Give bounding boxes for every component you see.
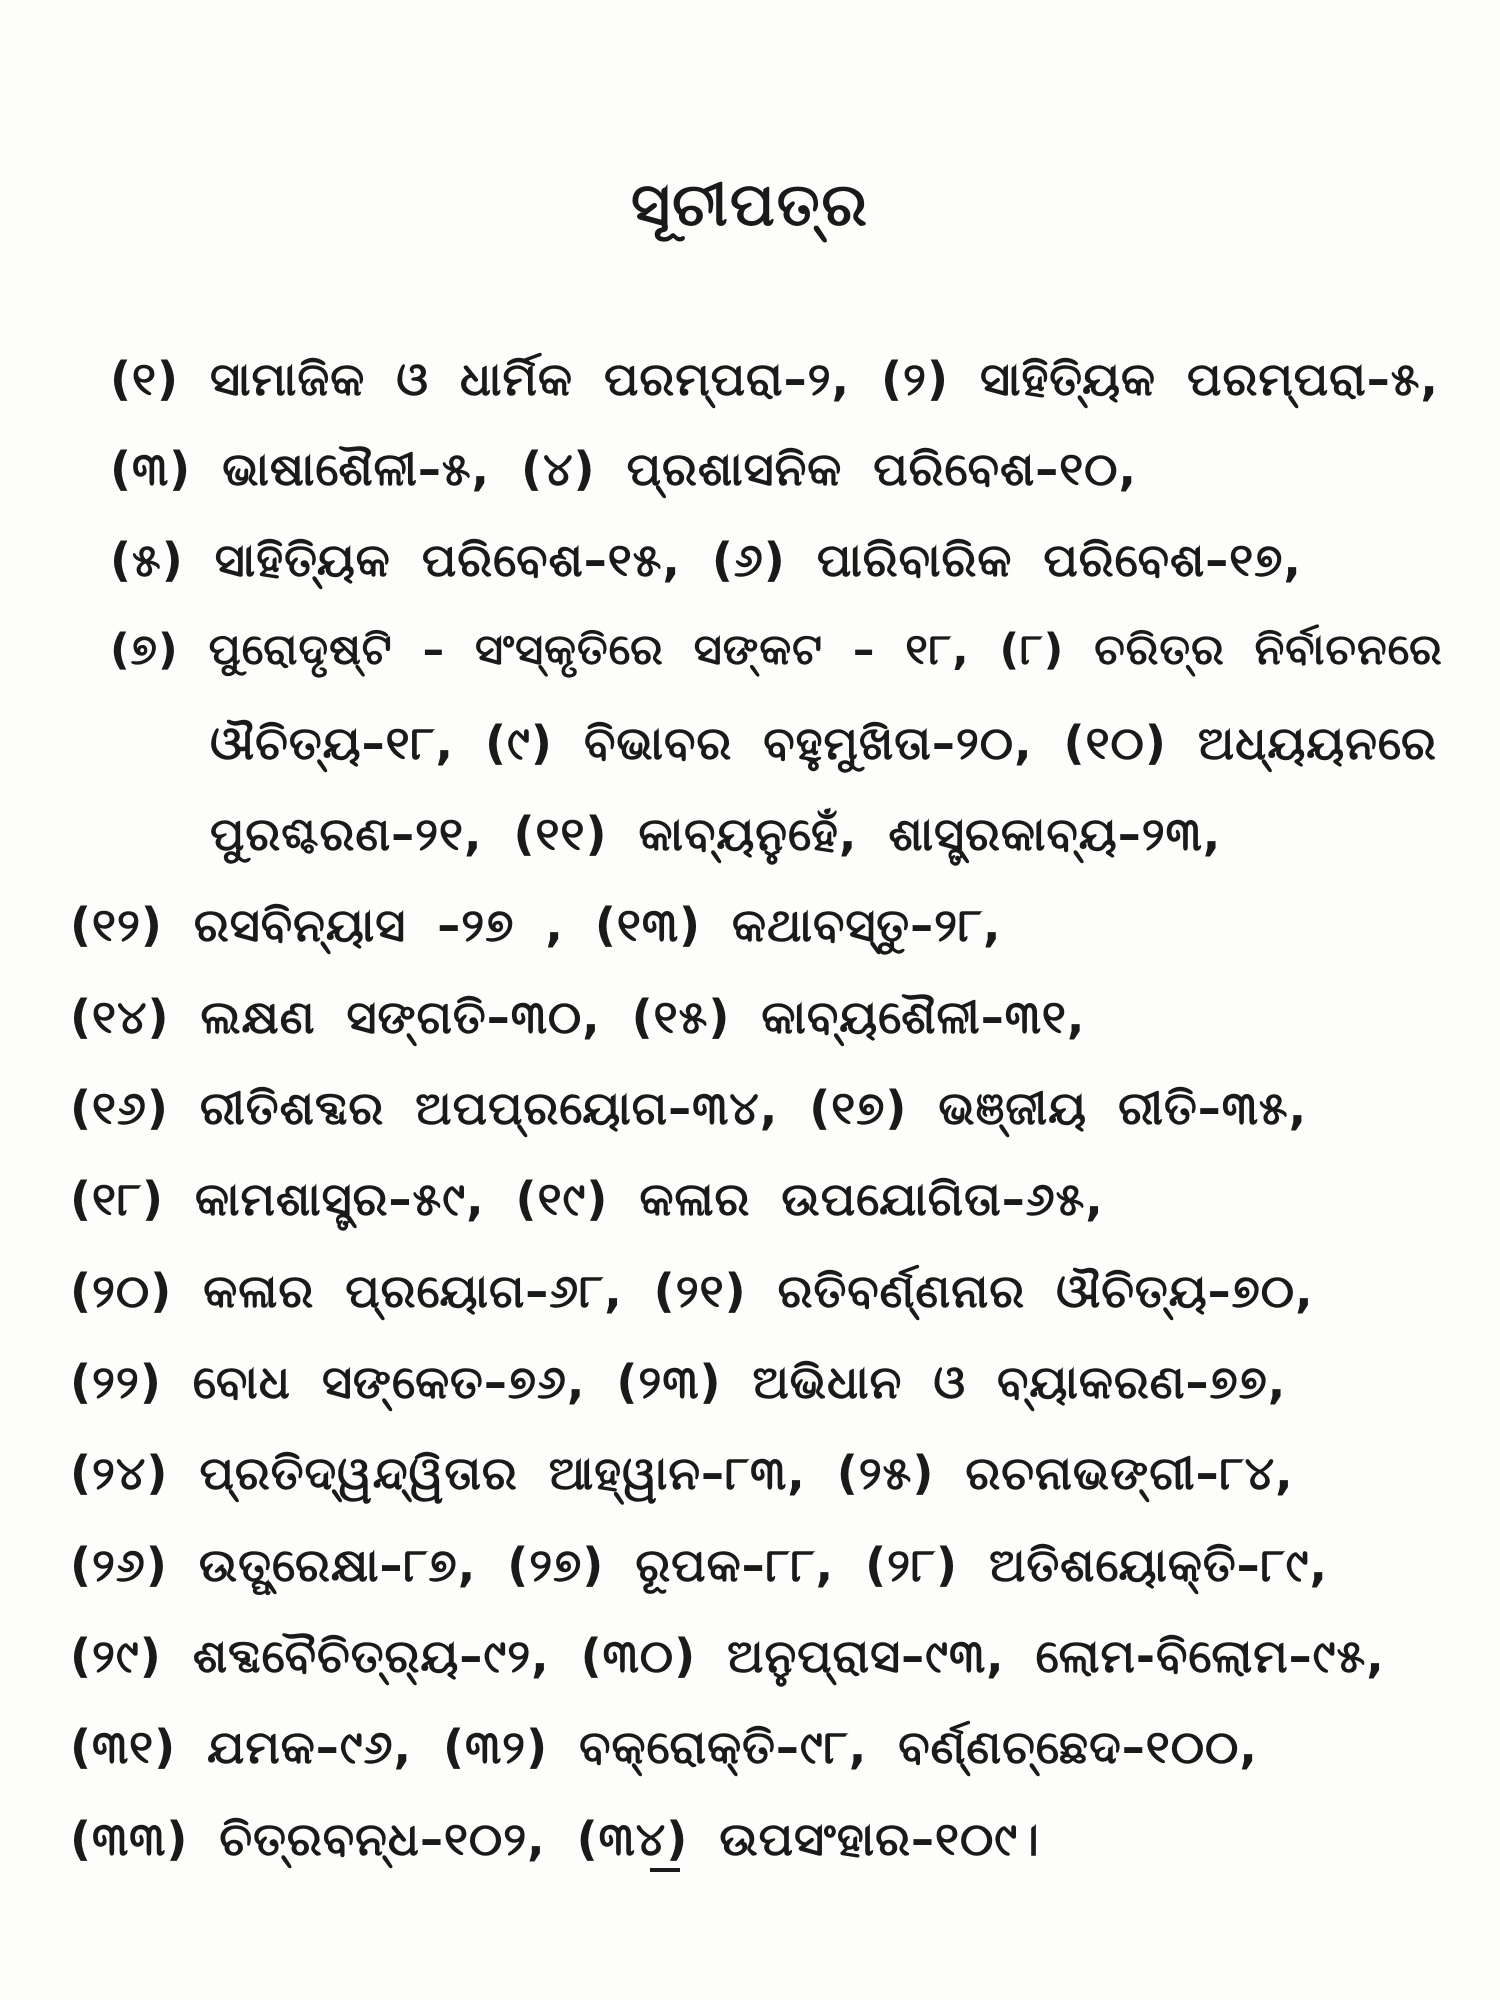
toc-line-11: (୨୦) କଳାର ପ୍ରୟୋଗ–୬୮, (୨୧) ରତିବର୍ଣ୍ଣନାର ଔଚିତ୍ୟ–୭୦, [70,1264,1314,1318]
toc-line-6: ପୁରଶ୍ଚରଣ–୨୧, (୧୧) କାବ୍ୟନୁହେଁ, ଶାସ୍ତ୍ରକାବ୍ୟ–୨୩, [210,807,1222,861]
toc-line-7: (୧୨) ରସବିନ୍ୟାସ –୨୭ , (୧୩) କଥାବସ୍ତୁ–୨୮, [70,898,1002,952]
toc-line-5: ଔଚିତ୍ୟ–୧୮, (୯) ବିଭାବର ବହୁମୁଖିତା–୨୦, (୧୦) ଅଧ୍ୟୟନରେ [210,716,1437,770]
page-end-dash [650,1868,680,1872]
toc-line-1: (୧) ସାମାଜିକ ଓ ଧାର୍ମିକ ପରମ୍ପରା–୨, (୨) ସାହିତ୍ୟିକ ପରମ୍ପରା–୫, [110,352,1439,406]
page-title: ସୂଚୀପତ୍ର [631,170,869,240]
toc-line-4: (୭) ପୁରୋଦୃଷ୍ଟି – ସଂସ୍କୃତିରେ ସଙ୍କଟ – ୧୮, (୮) ଚରିତ୍ର ନିର୍ବାଚନରେ [110,625,1443,675]
toc-line-2: (୩) ଭାଷାଶୈଳୀ–୫, (୪) ପ୍ରଶାସନିକ ପରିବେଶ–୧୦, [110,442,1137,496]
toc-line-10: (୧୮) କାମଶାସ୍ତ୍ର–୫୯, (୧୯) କଳାର ଉପଯୋଗିତା–୬୫, [70,1172,1104,1226]
toc-line-17: (୩୩) ଚିତ୍ରବନ୍ଧ–୧୦୨, (୩୪) ଉପସଂହାର–୧୦୯। [70,1812,1040,1866]
toc-line-12: (୨୨) ବୋଧ ସଙ୍କେତ–୭୬, (୨୩) ଅଭିଧାନ ଓ ବ୍ୟାକରଣ–୭୭, [70,1355,1287,1409]
toc-line-3: (୫) ସାହିତ୍ୟିକ ପରିବେଶ–୧୫, (୬) ପାରିବାରିକ ପରିବେଶ–୧୭, [110,533,1302,587]
toc-line-8: (୧୪) ଲକ୍ଷଣ ସଙ୍ଗତି–୩୦, (୧୫) କାବ୍ୟଶୈଳୀ–୩୧, [70,990,1086,1044]
toc-line-14: (୨୬) ଉତ୍ପ୍ରେକ୍ଷା–୮୭, (୨୭) ରୂପକ–୮୮, (୨୮) ଅତିଶୟୋକ୍ତି–୮୯, [70,1538,1329,1592]
toc-line-13: (୨୪) ପ୍ରତିଦ୍ୱନ୍ଦ୍ୱିତାର ଆହ୍ୱାନ–୮୩, (୨୫) ରଚନାଭଙ୍ଗୀ–୮୪, [70,1446,1294,1500]
toc-line-16: (୩୧) ଯମକ–୯୬, (୩୨) ବକ୍ରୋକ୍ତି–୯୮, ବର୍ଣ୍ଣଚ୍ଛେଦ–୧୦୦, [70,1720,1258,1774]
toc-line-9: (୧୬) ରୀତିଶବ୍ଦର ଅପପ୍ରୟୋଗ–୩୪, (୧୭) ଭଞ୍ଜୀୟ ରୀତି–୩୫, [70,1081,1308,1135]
toc-line-15: (୨୯) ଶବ୍ଦବୈଚିତ୍ର୍ୟ–୯୨, (୩୦) ଅନୁପ୍ରାସ–୯୩, ଲୋମ-ବିଲୋମ–୯୫, [70,1629,1385,1683]
